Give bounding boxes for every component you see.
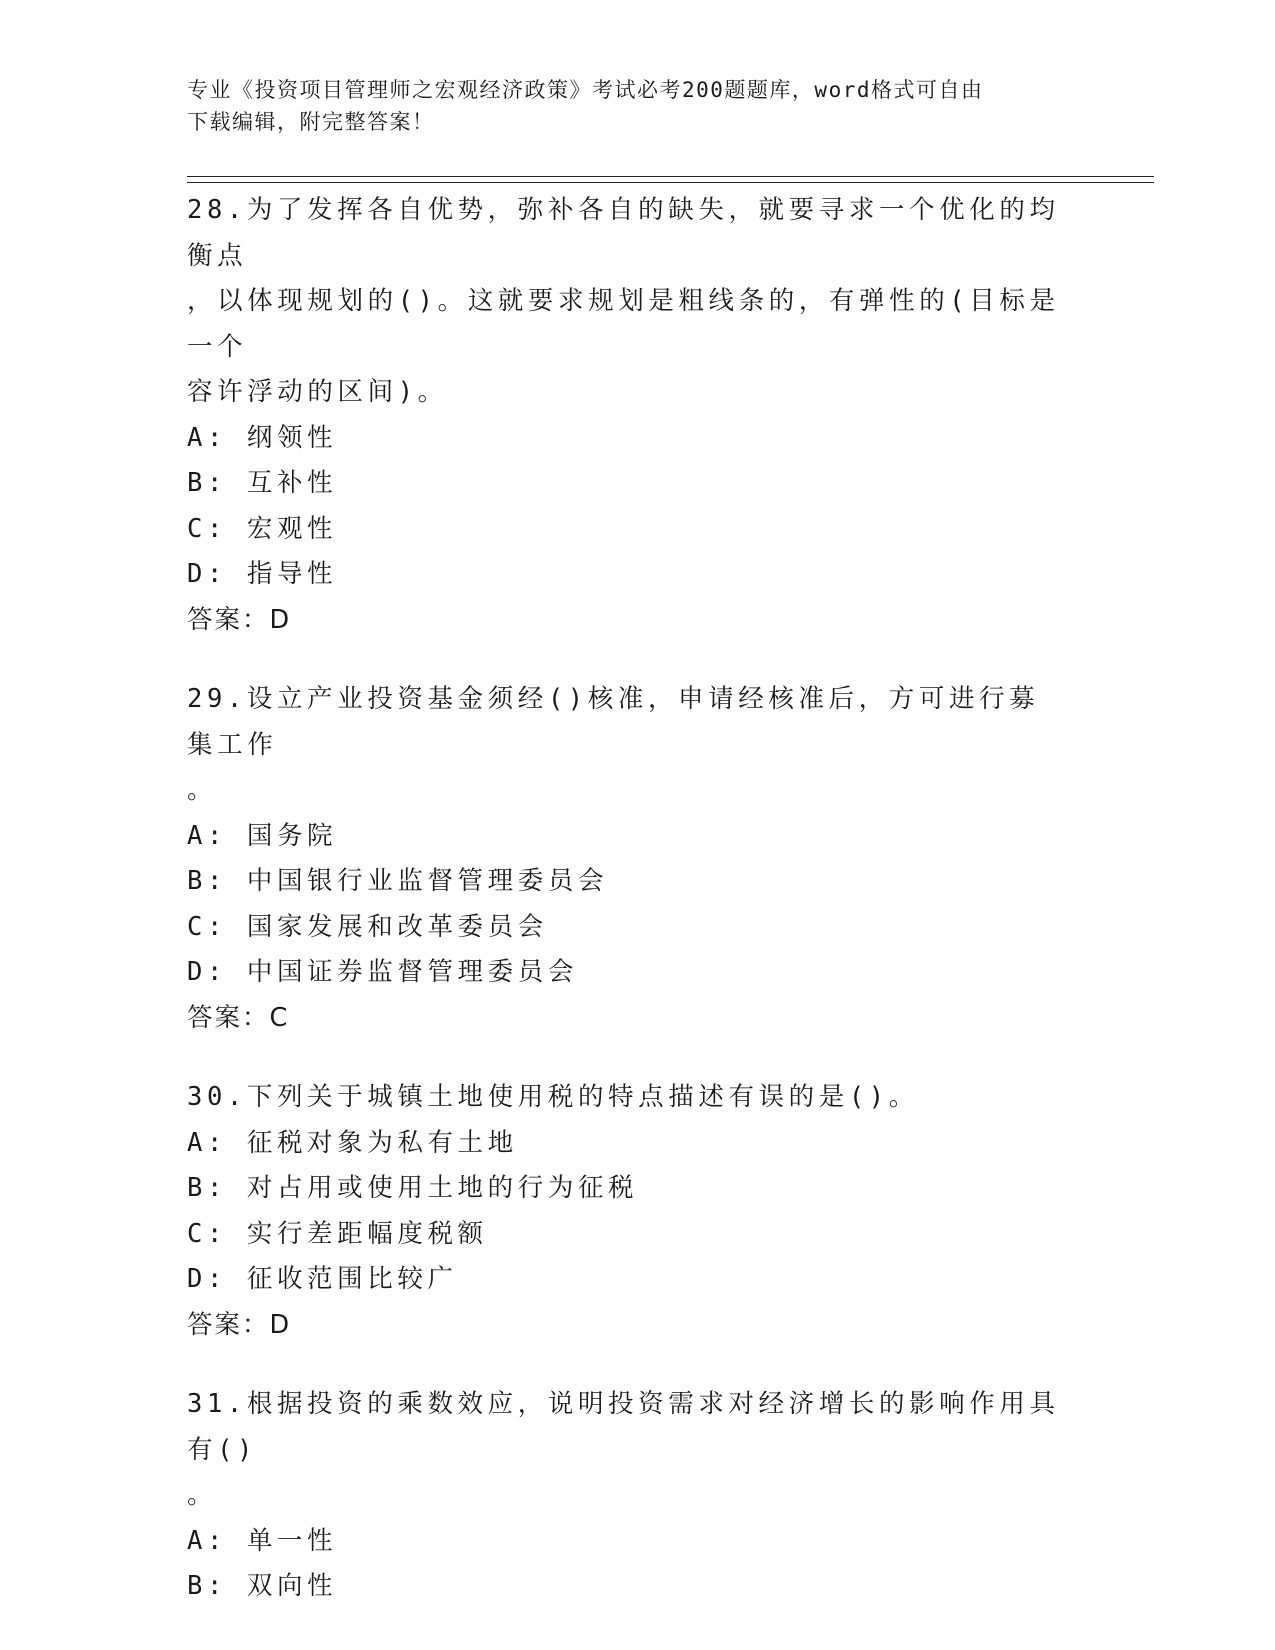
question-stem-line: 31.根据投资的乘数效应，说明投资需求对经济增长的影响作用具有() [187, 1389, 1060, 1465]
question-list [187, 188, 1087, 1644]
question-28 [187, 188, 1087, 643]
question-stem-line: ，以体现规划的()。这就要求规划是粗线条的，有弹性的(目标是一个 [187, 286, 1060, 362]
document-header [187, 74, 1087, 138]
header-line-1: 专业《投资项目管理师之宏观经济政策》考试必考200题题库，word格式可自由 [187, 78, 984, 102]
question-31 [187, 1382, 1087, 1610]
question-29 [187, 677, 1087, 1041]
option-b: B: 双向性 [187, 1571, 338, 1601]
option-d: D: 中国证券监督管理委员会 [187, 957, 578, 987]
question-stem-line: 容许浮动的区间)。 [187, 377, 448, 407]
answer-line: 答案：C [187, 1002, 290, 1033]
header-divider [187, 176, 1154, 183]
option-a: A: 纲领性 [187, 422, 338, 453]
option-a: A: 征税对象为私有土地 [187, 1127, 518, 1158]
header-line-2: 下载编辑，附完整答案！ [187, 110, 435, 134]
option-d: D: 征收范围比较广 [187, 1264, 458, 1294]
option-b: B: 对占用或使用土地的行为征税 [187, 1173, 639, 1203]
answer-line: 答案：D [187, 1309, 292, 1340]
option-c: C: 宏观性 [187, 513, 338, 544]
option-b: B: 互补性 [187, 468, 338, 498]
question-stem-line: 28.为了发挥各自优势，弥补各自的缺失，就要寻求一个优化的均衡点 [187, 195, 1060, 271]
question-stem-line: 。 [187, 775, 218, 805]
option-a: A: 国务院 [187, 820, 338, 851]
option-c: C: 国家发展和改革委员会 [187, 911, 548, 942]
question-stem-line: 29.设立产业投资基金须经()核准，申请经核准后，方可进行募集工作 [187, 684, 1040, 760]
question-stem-line: 。 [187, 1480, 218, 1510]
option-d: D: 指导性 [187, 559, 338, 589]
question-30 [187, 1075, 1087, 1348]
question-stem-line: 30.下列关于城镇土地使用税的特点描述有误的是()。 [187, 1082, 919, 1112]
answer-line: 答案：D [187, 604, 292, 635]
option-b: B: 中国银行业监督管理委员会 [187, 866, 609, 896]
option-a: A: 单一性 [187, 1525, 338, 1556]
option-c: C: 实行差距幅度税额 [187, 1218, 488, 1249]
